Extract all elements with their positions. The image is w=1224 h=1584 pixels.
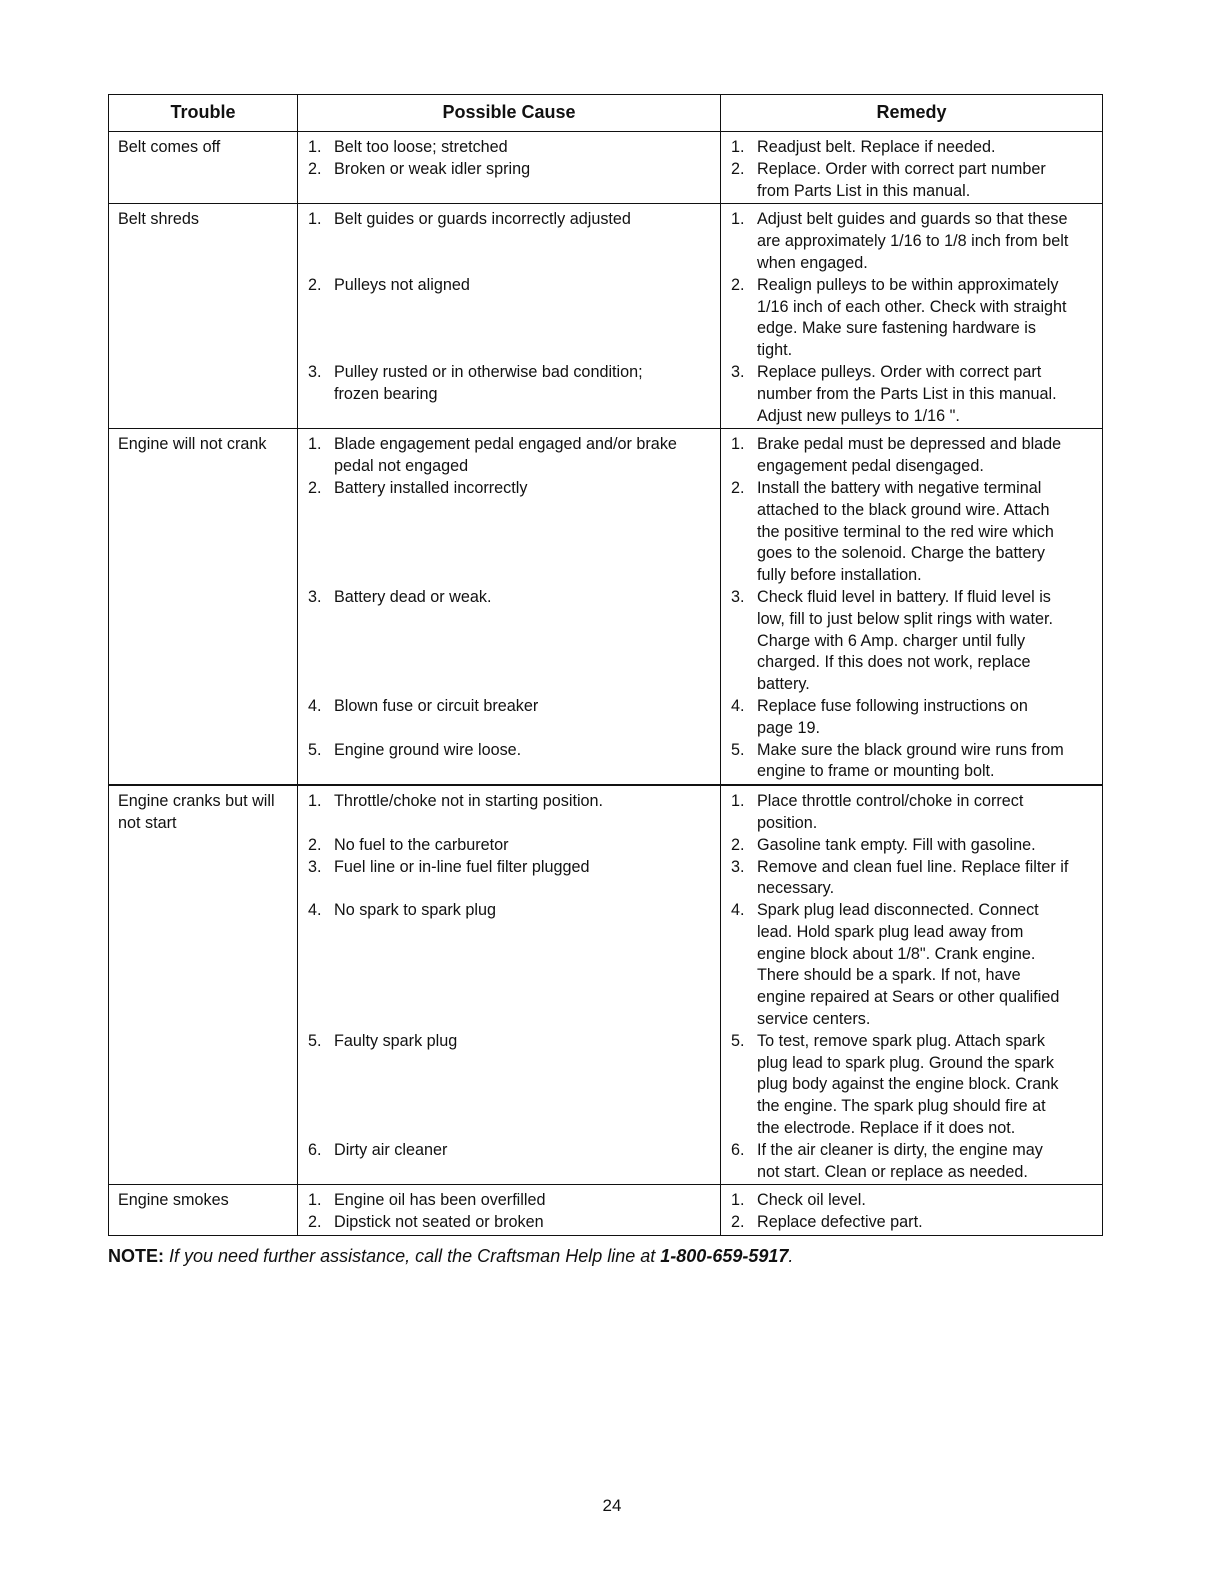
cause-number: 4. (308, 901, 322, 920)
remedy-number: 2. (731, 275, 745, 294)
remedy-text (757, 275, 1102, 362)
cause-line: Belt too loose; stretched (334, 138, 508, 156)
cause-line: No spark to spark plug (334, 901, 496, 920)
remedy-line: fully before installation. (757, 566, 922, 585)
cause-number: 3. (308, 857, 322, 876)
remedy-line: 1/16 inch of each other. Check with straight (757, 297, 1067, 316)
remedy-item (721, 1212, 1102, 1234)
help-line-phone: 1-800-659-5917 (660, 1246, 789, 1266)
blank-line (334, 674, 718, 696)
cause-item (298, 791, 720, 835)
remedy-item (721, 587, 1102, 696)
blank-line (334, 1162, 718, 1184)
cause-line: frozen bearing (334, 384, 438, 403)
remedy-text (757, 587, 1102, 696)
cause-text (334, 1031, 720, 1140)
remedy-line: service centers. (757, 1010, 871, 1029)
cause-text (334, 1140, 720, 1184)
remedy-line: Replace. Order with correct part number (757, 159, 1046, 178)
remedy-line: position. (757, 813, 818, 832)
header-remedy: Remedy (721, 95, 1103, 132)
remedy-line: Readjust belt. Replace if needed. (757, 138, 996, 156)
cause-line: Pulleys not aligned (334, 275, 470, 294)
remedy-number: 4. (731, 696, 745, 715)
remedy-number: 1. (731, 792, 745, 811)
table-row (109, 204, 1103, 429)
blank-line (334, 340, 718, 362)
table-header-row (109, 95, 1103, 132)
cause-number: 2. (308, 275, 322, 294)
cause-text (334, 587, 720, 696)
remedy-text (757, 835, 1102, 857)
cause-line: Dirty air cleaner (334, 1140, 448, 1159)
cause-number: 3. (308, 362, 322, 381)
remedy-number: 1. (731, 435, 745, 454)
remedy-item (721, 1190, 1102, 1212)
trouble-cell: Engine cranks but will not start (109, 785, 298, 1185)
remedy-line: Brake pedal must be depressed and blade (757, 435, 1062, 454)
cause-item (298, 159, 720, 203)
cause-cell (298, 429, 721, 785)
cause-text (334, 696, 720, 740)
blank-line (334, 944, 718, 966)
remedy-line: the positive terminal to the red wire which (757, 522, 1054, 541)
remedy-line: Adjust new pulleys to 1/16 ". (757, 406, 960, 425)
blank-line (334, 631, 718, 653)
remedy-line: battery. (757, 675, 810, 694)
cause-item (298, 1031, 720, 1140)
remedy-item (721, 740, 1102, 784)
remedy-text (757, 1212, 1102, 1234)
remedy-text (757, 900, 1102, 1031)
remedy-text (757, 1190, 1102, 1212)
note-text: If you need further assistance, call the Craftsman Help line at (169, 1246, 656, 1266)
remedy-item (721, 900, 1102, 1031)
remedy-cell (721, 204, 1103, 429)
blank-line (334, 922, 718, 944)
cause-number: 1. (308, 138, 322, 156)
blank-line (334, 1118, 718, 1140)
remedy-line: Install the battery with negative terminal (757, 478, 1042, 497)
remedy-number: 1. (731, 138, 745, 156)
cause-line: No fuel to the carburetor (334, 835, 509, 854)
blank-line (334, 987, 718, 1009)
remedy-cell (721, 1185, 1103, 1236)
blank-line (334, 813, 718, 835)
cause-text (334, 209, 720, 274)
remedy-line: Adjust belt guides and guards so that these (757, 210, 1068, 229)
cause-number: 2. (308, 478, 322, 497)
cause-item (298, 835, 720, 857)
remedy-line: page 19. (757, 718, 821, 737)
remedy-line: engine repaired at Sears or other qualified (757, 988, 1060, 1007)
remedy-line: the electrode. Replace if it does not. (757, 1119, 1016, 1138)
remedy-line: lead. Hold spark plug lead away from (757, 922, 1024, 941)
remedy-line: when engaged. (757, 253, 868, 272)
cause-item (298, 275, 720, 362)
cause-cell (298, 132, 721, 204)
blank-line (334, 1053, 718, 1075)
remedy-cell (721, 785, 1103, 1185)
cause-item (298, 209, 720, 274)
remedy-item (721, 478, 1102, 587)
cause-cell (298, 204, 721, 429)
table-row (109, 429, 1103, 785)
remedy-line: not start. Clean or replace as needed. (757, 1162, 1028, 1181)
remedy-line: attached to the black ground wire. Attach (757, 500, 1050, 519)
remedy-item (721, 362, 1102, 427)
trouble-cell: Engine will not crank (109, 429, 298, 785)
blank-line (334, 761, 718, 783)
cause-text (334, 362, 720, 427)
troubleshooting-page (108, 94, 1102, 1236)
cause-cell (298, 785, 721, 1185)
cause-line: Fuel line or in-line fuel filter plugged (334, 857, 590, 876)
remedy-line: To test, remove spark plug. Attach spark (757, 1031, 1045, 1050)
cause-text (334, 478, 720, 587)
remedy-line: Place throttle control/choke in correct (757, 792, 1024, 811)
remedy-line: Check fluid level in battery. If fluid level is (757, 587, 1051, 606)
remedy-item (721, 434, 1102, 478)
cause-line: Broken or weak idler spring (334, 159, 531, 178)
blank-line (334, 406, 718, 428)
blank-line (334, 1096, 718, 1118)
remedy-item (721, 835, 1102, 857)
remedy-line: Replace fuse following instructions on (757, 696, 1028, 715)
blank-line (334, 878, 718, 900)
remedy-text (757, 1140, 1102, 1184)
remedy-text (757, 1031, 1102, 1140)
remedy-line: engine block about 1/8". Crank engine. (757, 944, 1036, 963)
cause-item (298, 587, 720, 696)
blank-line (334, 522, 718, 544)
cause-line: Engine oil has been overfilled (334, 1191, 546, 1210)
cause-text (334, 740, 720, 784)
remedy-line: Charge with 6 Amp. charger until fully (757, 631, 1026, 650)
blank-line (334, 609, 718, 631)
cause-line: Pulley rusted or in otherwise bad condition; (334, 362, 643, 381)
cause-line: Belt guides or guards incorrectly adjusted (334, 210, 631, 229)
cause-item (298, 137, 720, 159)
cause-item (298, 434, 720, 478)
remedy-text (757, 740, 1102, 784)
remedy-line: Make sure the black ground wire runs from (757, 740, 1064, 759)
cause-line: Blade engagement pedal engaged and/or brake (334, 435, 677, 454)
remedy-line: from Parts List in this manual. (757, 181, 971, 200)
remedy-item (721, 137, 1102, 159)
cause-line: Faulty spark plug (334, 1031, 458, 1050)
table-body (109, 132, 1103, 1236)
cause-item (298, 857, 720, 901)
help-note (108, 1244, 1108, 1268)
cause-line: Dipstick not seated or broken (334, 1213, 544, 1232)
remedy-item (721, 857, 1102, 901)
remedy-text (757, 434, 1102, 478)
cause-item (298, 1212, 720, 1234)
cause-text (334, 835, 720, 857)
cause-text (334, 434, 720, 478)
remedy-number: 2. (731, 478, 745, 497)
blank-line (334, 565, 718, 587)
table-row (109, 785, 1103, 1185)
cause-number: 1. (308, 210, 322, 229)
remedy-number: 3. (731, 857, 745, 876)
cause-text (334, 900, 720, 1031)
remedy-line: engagement pedal disengaged. (757, 457, 984, 476)
remedy-line: engine to frame or mounting bolt. (757, 762, 995, 781)
remedy-line: Realign pulleys to be within approximately (757, 275, 1059, 294)
blank-line (334, 297, 718, 319)
header-possible-cause: Possible Cause (298, 95, 721, 132)
remedy-line: If the air cleaner is dirty, the engine may (757, 1140, 1043, 1159)
remedy-line: Gasoline tank empty. Fill with gasoline. (757, 835, 1036, 854)
cause-line: pedal not engaged (334, 457, 469, 476)
cause-line: Throttle/choke not in starting position. (334, 792, 604, 811)
remedy-item (721, 1031, 1102, 1140)
table-row (109, 1185, 1103, 1236)
remedy-text (757, 159, 1102, 203)
cause-item (298, 362, 720, 427)
cause-line: Battery dead or weak. (334, 587, 492, 606)
remedy-cell (721, 132, 1103, 204)
remedy-number: 2. (731, 159, 745, 178)
remedy-line: the engine. The spark plug should fire at (757, 1097, 1046, 1116)
remedy-line: tight. (757, 341, 793, 360)
page-number: 24 (602, 1496, 622, 1515)
cause-number: 4. (308, 696, 322, 715)
trouble-cell: Belt comes off (109, 132, 298, 204)
remedy-item (721, 1140, 1102, 1184)
cause-item (298, 696, 720, 740)
cause-number: 5. (308, 740, 322, 759)
remedy-line: Remove and clean fuel line. Replace filter if (757, 857, 1069, 876)
table-row (109, 132, 1103, 204)
remedy-text (757, 362, 1102, 427)
cause-item (298, 740, 720, 784)
blank-line (334, 543, 718, 565)
remedy-text (757, 137, 1102, 159)
blank-line (334, 718, 718, 740)
cause-text (334, 857, 720, 901)
remedy-item (721, 696, 1102, 740)
remedy-number: 1. (731, 1191, 745, 1210)
blank-line (334, 1074, 718, 1096)
remedy-text (757, 857, 1102, 901)
remedy-line: necessary. (757, 879, 835, 898)
cause-text (334, 1190, 720, 1212)
cause-text (334, 1212, 720, 1234)
cause-number: 2. (308, 835, 322, 854)
remedy-number: 6. (731, 1140, 745, 1159)
blank-line (334, 318, 718, 340)
remedy-number: 5. (731, 1031, 745, 1050)
blank-line (334, 253, 718, 275)
remedy-line: Replace defective part. (757, 1213, 923, 1232)
cause-number: 6. (308, 1140, 322, 1159)
blank-line (334, 652, 718, 674)
remedy-number: 1. (731, 210, 745, 229)
remedy-number: 3. (731, 587, 745, 606)
cause-line: Engine ground wire loose. (334, 740, 522, 759)
remedy-number: 2. (731, 1213, 745, 1232)
remedy-number: 2. (731, 835, 745, 854)
cause-item (298, 478, 720, 587)
cause-line: Blown fuse or circuit breaker (334, 696, 539, 715)
remedy-item (721, 209, 1102, 274)
remedy-number: 4. (731, 901, 745, 920)
header-trouble: Trouble (109, 95, 298, 132)
cause-line: Battery installed incorrectly (334, 478, 528, 497)
remedy-line: There should be a spark. If not, have (757, 966, 1021, 985)
remedy-text (757, 209, 1102, 274)
note-label: NOTE: (108, 1246, 164, 1266)
cause-text (334, 159, 720, 203)
remedy-line: goes to the solenoid. Charge the battery (757, 544, 1045, 563)
cause-number: 1. (308, 435, 322, 454)
remedy-cell (721, 429, 1103, 785)
blank-line (334, 1009, 718, 1031)
remedy-text (757, 478, 1102, 587)
cause-number: 1. (308, 1191, 322, 1210)
remedy-item (721, 791, 1102, 835)
remedy-item (721, 275, 1102, 362)
cause-number: 1. (308, 792, 322, 811)
remedy-line: plug lead to spark plug. Ground the spark (757, 1053, 1054, 1072)
remedy-line: charged. If this does not work, replace (757, 653, 1031, 672)
remedy-text (757, 791, 1102, 835)
remedy-line: low, fill to just below split rings with water. (757, 609, 1053, 628)
cause-text (334, 137, 720, 159)
remedy-line: number from the Parts List in this manual. (757, 384, 1057, 403)
remedy-number: 3. (731, 362, 745, 381)
blank-line (334, 181, 718, 203)
remedy-line: Replace pulleys. Order with correct part (757, 362, 1042, 381)
trouble-cell: Engine smokes (109, 1185, 298, 1236)
remedy-line: are approximately 1/16 to 1/8 inch from belt (757, 232, 1069, 251)
blank-line (334, 231, 718, 253)
cause-number: 2. (308, 159, 322, 178)
blank-line (334, 965, 718, 987)
cause-number: 3. (308, 587, 322, 606)
blank-line (334, 500, 718, 522)
remedy-number: 5. (731, 740, 745, 759)
remedy-line: edge. Make sure fastening hardware is (757, 319, 1036, 338)
remedy-line: plug body against the engine block. Crank (757, 1075, 1059, 1094)
remedy-item (721, 159, 1102, 203)
troubleshooting-table (108, 94, 1103, 1236)
remedy-line: Check oil level. (757, 1191, 866, 1210)
remedy-line: Spark plug lead disconnected. Connect (757, 901, 1039, 920)
cause-cell (298, 1185, 721, 1236)
note-end: . (788, 1246, 794, 1266)
cause-number: 5. (308, 1031, 322, 1050)
cause-text (334, 791, 720, 835)
remedy-text (757, 696, 1102, 740)
cause-item (298, 900, 720, 1031)
cause-text (334, 275, 720, 362)
cause-item (298, 1140, 720, 1184)
trouble-cell: Belt shreds (109, 204, 298, 429)
cause-item (298, 1190, 720, 1212)
cause-number: 2. (308, 1213, 322, 1232)
